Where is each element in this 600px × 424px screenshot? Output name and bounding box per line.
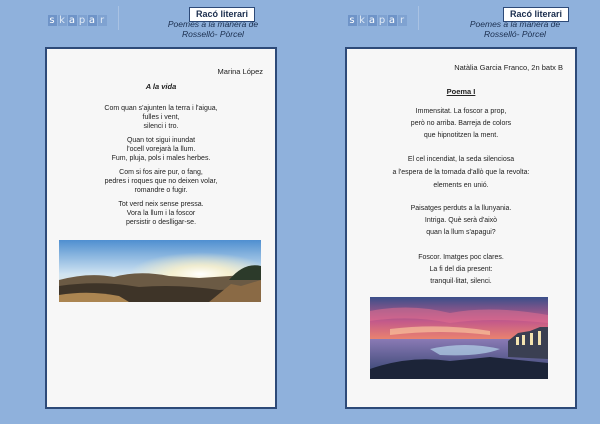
verse-line: Immensitat. La foscor a prop,: [415, 108, 507, 115]
magazine-logo: s k a p a r: [349, 15, 406, 26]
stanza: [47, 136, 275, 163]
subtitle: [450, 19, 580, 39]
verse-line: que hipnotitzen la ment.: [423, 132, 499, 139]
verse-line: Com quan s'ajunten la terra i l'aigua,: [104, 105, 218, 112]
stanza: [47, 104, 275, 131]
verse-line: Paisatges perduts a la llunyania.: [410, 205, 512, 212]
verse-line: La fi del dia present:: [429, 266, 493, 273]
poem-page: [345, 47, 577, 409]
verse-line: a l'espera de la tornada d'allò que la revolta:: [392, 169, 530, 176]
header-divider: [118, 6, 119, 30]
coastal-photo: [370, 297, 548, 379]
section-badge: Racó literari: [503, 7, 569, 22]
verse-line: però no arriba. Barreja de colors: [410, 120, 512, 127]
stanza: [347, 153, 575, 192]
sunset-landscape-image: [59, 240, 261, 302]
landscape-photo: [59, 240, 261, 302]
author-name: Natàlia Garcia Franco, 2n batx B: [454, 63, 563, 72]
verse-line: l'ocell vorejarà la llum.: [126, 146, 196, 153]
coastal-sunset-image: [370, 297, 548, 379]
verse-line: tranquil·litat, silenci.: [430, 278, 492, 285]
stanza: [347, 252, 575, 288]
subtitle-line-2: Rosselló- Pòrcel: [182, 29, 244, 39]
subtitle: [148, 19, 278, 39]
magazine-logo: s k a p a r: [49, 15, 106, 26]
subtitle-line-1: Poemes a la manera de: [469, 19, 561, 29]
verse-line: Intriga. Què serà d'això: [424, 217, 498, 224]
verse-line: pedres i roques que no deixen volar,: [104, 178, 218, 185]
section-badge: Racó literari: [189, 7, 255, 22]
verse-line: romandre o fugir.: [134, 187, 188, 194]
stanza: [347, 203, 575, 239]
verse-line: Vora la llum i la foscor: [126, 210, 196, 217]
author-name: Marina López: [217, 67, 263, 76]
verse-line: Fum, pluja, pols i males herbes.: [111, 155, 211, 162]
stanza: [47, 200, 275, 227]
verse-line: fulles i vent,: [142, 114, 180, 121]
verse-line: Tot verd neix sense pressa.: [118, 201, 204, 208]
verse-line: Quan tot sigui inundat: [126, 137, 196, 144]
verse-line: elements en unió.: [433, 182, 489, 189]
verse-line: persistir o deslligar-se.: [125, 219, 197, 226]
verse-line: Com si fos aire pur, o fang,: [119, 169, 203, 176]
poem-title: A la vida: [145, 82, 177, 91]
poem-page: [45, 47, 277, 409]
verse-line: El cel incendiat, la seda silenciosa: [407, 156, 515, 163]
right-spread: [300, 0, 600, 424]
poem-title: Poema I: [446, 87, 476, 96]
header-divider: [418, 6, 419, 30]
stanza: [47, 168, 275, 195]
subtitle-line-2: Rosselló- Pòrcel: [484, 29, 546, 39]
subtitle-line-1: Poemes a la manera de: [167, 19, 259, 29]
verse-line: quan la llum s'apagui?: [426, 229, 496, 236]
stanza: [347, 106, 575, 142]
verse-line: silenci i tro.: [143, 123, 179, 130]
verse-line: Foscor. Imatges poc clares.: [418, 254, 504, 261]
